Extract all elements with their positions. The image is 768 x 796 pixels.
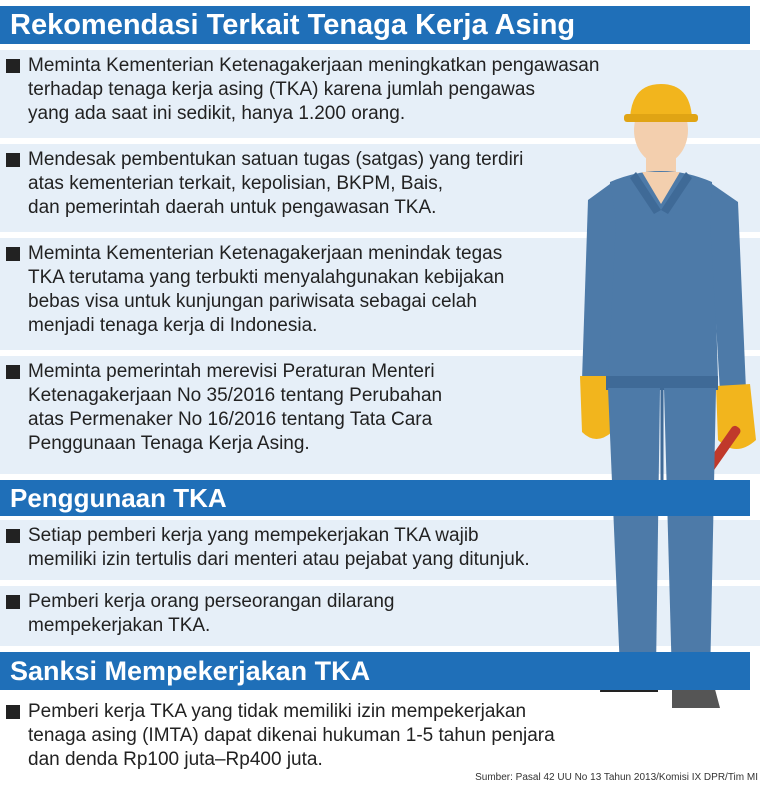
square-bullet-icon	[6, 59, 20, 73]
section-heading-sanctions	[0, 652, 750, 690]
square-bullet-icon	[6, 365, 20, 379]
section-heading-recommendations	[0, 6, 750, 44]
item-text: Pemberi kerja orang perseorangan dilarang mempekerjakan TKA.	[28, 591, 395, 636]
heading-text: Sanksi Mempekerjakan TKA	[10, 655, 371, 686]
list-item	[0, 50, 760, 138]
list-item	[0, 238, 760, 350]
list-item	[0, 586, 760, 646]
square-bullet-icon	[6, 153, 20, 167]
square-bullet-icon	[6, 595, 20, 609]
heading-text: Penggunaan TKA	[10, 482, 227, 513]
item-text: Setiap pemberi kerja yang mempekerjakan TKA wajib memiliki izin tertulis dari menteri atau pejabat yang ditunjuk.	[28, 525, 530, 570]
item-text: Pemberi kerja TKA yang tidak memiliki izin mempekerjakan tenaga asing (IMTA) dapat dikenai hukuman 1-5 tahun penjara dan denda Rp100 juta–Rp400 juta.	[28, 701, 555, 770]
square-bullet-icon	[6, 705, 20, 719]
heading-text: Rekomendasi Terkait Tenaga Kerja Asing	[10, 8, 576, 41]
item-text: Meminta Kementerian Ketenagakerjaan meningkatkan pengawasan terhadap tenaga kerja asing (TKA) karena jumlah pengawas yang ada saat ini sedikit, hanya 1.200 orang.	[28, 55, 600, 124]
square-bullet-icon	[6, 529, 20, 543]
item-text: Mendesak pembentukan satuan tugas (satgas) yang terdiri atas kementerian terkait, kepolisian, BKPM, Bais, dan pemerintah daerah untuk pengawasan TKA.	[28, 149, 524, 218]
list-item	[0, 144, 760, 232]
item-text: Meminta Kementerian Ketenagakerjaan menindak tegas TKA terutama yang terbukti menyalahgunakan kebijakan bebas visa untuk kunjungan pariwisata sebagai celah menjadi tenaga kerja di Indonesia.	[28, 243, 505, 336]
list-item	[0, 520, 760, 580]
section-heading-tka-usage	[0, 480, 750, 516]
item-text: Meminta pemerintah merevisi Peraturan Menteri Ketenagakerjaan No 35/2016 tentang Perubahan atas Permenaker No 16/2016 tentang Tata Cara Penggunaan Tenaga Kerja Asing.	[28, 361, 443, 454]
square-bullet-icon	[6, 247, 20, 261]
source-note: Sumber: Pasal 42 UU No 13 Tahun 2013/Komisi IX DPR/Tim MI	[475, 772, 758, 783]
